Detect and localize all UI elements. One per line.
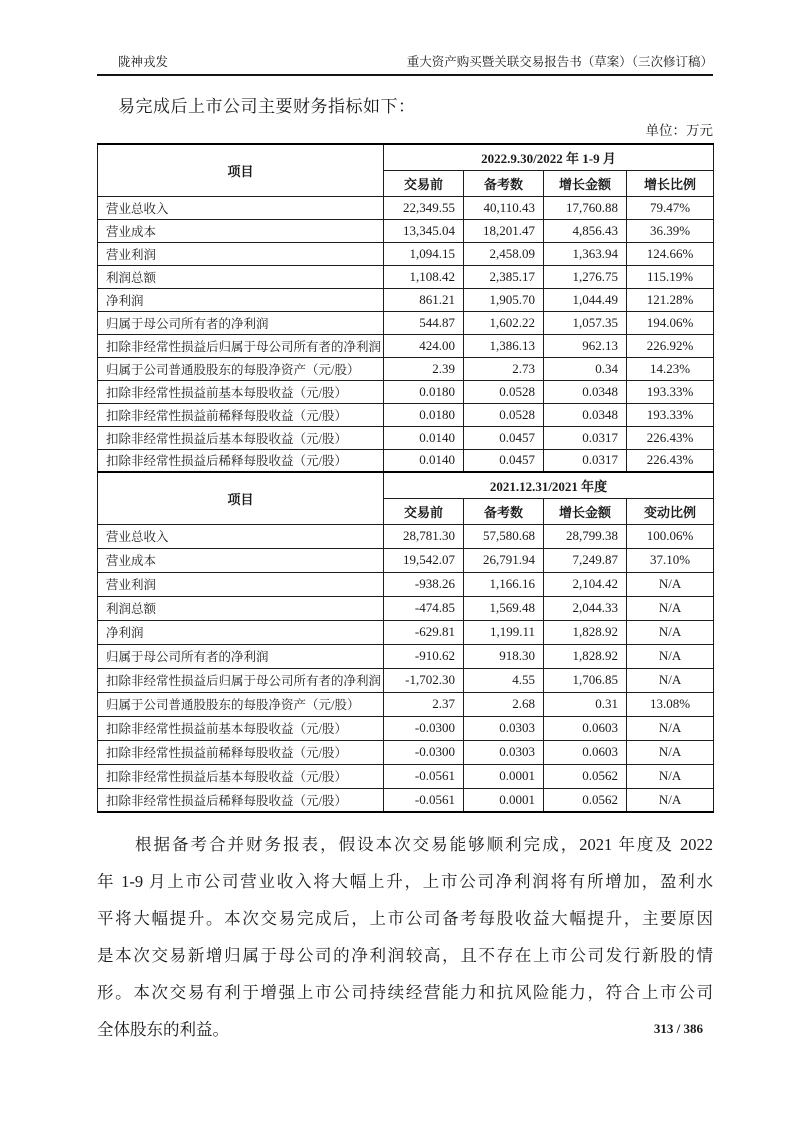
table-cell-value: 2.68 — [464, 692, 544, 716]
page-number: 313 / 386 — [653, 1021, 703, 1036]
table-cell-value: 2,044.33 — [544, 596, 627, 620]
table-cell-value: 1,044.49 — [544, 288, 627, 311]
table-cell-value: -0.0300 — [384, 716, 464, 740]
table-col-header: 备考数 — [464, 170, 544, 196]
table-col-header: 增长比例 — [627, 170, 714, 196]
table-cell-value: 115.19% — [627, 265, 714, 288]
table-cell-item: 扣除非经常性损益后归属于母公司所有者的净利润 — [98, 334, 384, 357]
table-cell-value: 37.10% — [627, 548, 714, 572]
table-cell-item: 营业成本 — [98, 219, 384, 242]
table-cell-item: 营业成本 — [98, 548, 384, 572]
table-row — [98, 265, 714, 288]
table-row — [98, 311, 714, 334]
table-cell-value: 2,385.17 — [464, 265, 544, 288]
table-row — [98, 357, 714, 380]
table-cell-value: -0.0561 — [384, 764, 464, 788]
table-cell-value: 0.0348 — [544, 403, 627, 426]
table-cell-value: N/A — [627, 620, 714, 644]
table-cell-value: 79.47% — [627, 196, 714, 219]
table-cell-value: 1,363.94 — [544, 242, 627, 265]
paragraph-line: 形。本次交易有利于增强上市公司持续经营能力和抗风险能力，符合上市公司 — [97, 983, 713, 1002]
table-cell-value: 0.0303 — [464, 740, 544, 764]
table-cell-item: 归属于公司普通股股东的每股净资产（元/股） — [98, 357, 384, 380]
table-cell-item: 扣除非经常性损益前基本每股收益（元/股） — [98, 380, 384, 403]
table-cell-value: 0.0180 — [384, 403, 464, 426]
table-cell-item: 扣除非经常性损益前基本每股收益（元/股） — [98, 716, 384, 740]
header-company-name: 陇神戎发 — [118, 55, 169, 69]
table-cell-value: N/A — [627, 764, 714, 788]
table-cell-value: 2,458.09 — [464, 242, 544, 265]
table-cell-value: 0.0001 — [464, 764, 544, 788]
table-cell-value: 0.0140 — [384, 449, 464, 472]
table-cell-item: 归属于母公司所有者的净利润 — [98, 644, 384, 668]
table-cell-value: 0.0001 — [464, 788, 544, 812]
table-col-header: 交易前 — [384, 170, 464, 196]
table-cell-value: 0.0348 — [544, 380, 627, 403]
table-cell-value: 0.0603 — [544, 716, 627, 740]
table-cell-value: 962.13 — [544, 334, 627, 357]
table-cell-item: 净利润 — [98, 288, 384, 311]
table-cell-value: 121.28% — [627, 288, 714, 311]
table-cell-value: 0.31 — [544, 692, 627, 716]
table-cell-value: -910.62 — [384, 644, 464, 668]
table-cell-value: 1,569.48 — [464, 596, 544, 620]
table-cell-value: 0.0562 — [544, 764, 627, 788]
table-row — [98, 620, 714, 644]
table-cell-value: 17,760.88 — [544, 196, 627, 219]
table-cell-value: N/A — [627, 572, 714, 596]
table-cell-value: 0.0457 — [464, 426, 544, 449]
table-cell-value: 13,345.04 — [384, 219, 464, 242]
item-column-header: 项目 — [98, 144, 384, 196]
table-cell-item: 利润总额 — [98, 265, 384, 288]
running-header — [97, 52, 713, 76]
table-cell-value: 0.0303 — [464, 716, 544, 740]
table-row — [98, 596, 714, 620]
table-row — [98, 788, 714, 812]
analysis-paragraph — [97, 826, 713, 1048]
table-cell-value: 424.00 — [384, 334, 464, 357]
table-cell-value: 1,094.15 — [384, 242, 464, 265]
table-row — [98, 380, 714, 403]
table-cell-value: 1,828.92 — [544, 620, 627, 644]
table-cell-value: 1,057.35 — [544, 311, 627, 334]
table-cell-value: 4,856.43 — [544, 219, 627, 242]
table-row — [98, 548, 714, 572]
table-cell-value: N/A — [627, 716, 714, 740]
table-cell-value: 0.0180 — [384, 380, 464, 403]
table-col-header: 增长金额 — [544, 170, 627, 196]
table-row — [98, 740, 714, 764]
table-cell-value: 226.43% — [627, 426, 714, 449]
table-cell-value: 194.06% — [627, 311, 714, 334]
table-cell-value: 2.39 — [384, 357, 464, 380]
table-cell-value: 193.33% — [627, 380, 714, 403]
table-cell-value: 0.0457 — [464, 449, 544, 472]
table-cell-value: 0.0528 — [464, 403, 544, 426]
table-row — [98, 572, 714, 596]
table-cell-value: 1,706.85 — [544, 668, 627, 692]
table-cell-value: 1,386.13 — [464, 334, 544, 357]
financial-indicators-table — [97, 143, 714, 813]
table-cell-value: 226.43% — [627, 449, 714, 472]
table-cell-value: 1,905.70 — [464, 288, 544, 311]
paragraph-line: 根据备考合并财务报表，假设本次交易能够顺利完成，2021 年度及 2022 — [135, 835, 713, 854]
table-cell-value: 1,276.75 — [544, 265, 627, 288]
table-cell-item: 扣除非经常性损益后稀释每股收益（元/股） — [98, 449, 384, 472]
table-header-row — [98, 472, 714, 498]
table-cell-value: -0.0561 — [384, 788, 464, 812]
table-row — [98, 334, 714, 357]
table-cell-value: 0.0140 — [384, 426, 464, 449]
table-col-header: 变动比例 — [627, 498, 714, 524]
table-row — [98, 524, 714, 548]
table-cell-item: 营业利润 — [98, 572, 384, 596]
table-cell-value: -0.0300 — [384, 740, 464, 764]
table-cell-item: 归属于母公司所有者的净利润 — [98, 311, 384, 334]
table-cell-value: 26,791.94 — [464, 548, 544, 572]
table-cell-item: 归属于公司普通股股东的每股净资产（元/股） — [98, 692, 384, 716]
table-row — [98, 242, 714, 265]
table-row — [98, 692, 714, 716]
table-cell-value: 918.30 — [464, 644, 544, 668]
table-cell-value: 19,542.07 — [384, 548, 464, 572]
table-cell-value: 0.0528 — [464, 380, 544, 403]
table-cell-value: 1,166.16 — [464, 572, 544, 596]
table-cell-item: 净利润 — [98, 620, 384, 644]
table-cell-value: 100.06% — [627, 524, 714, 548]
table-cell-value: -474.85 — [384, 596, 464, 620]
table-cell-value: 13.08% — [627, 692, 714, 716]
table-cell-value: -629.81 — [384, 620, 464, 644]
table-cell-item: 扣除非经常性损益后归属于母公司所有者的净利润 — [98, 668, 384, 692]
table-cell-value: 22,349.55 — [384, 196, 464, 219]
table-cell-value: 1,108.42 — [384, 265, 464, 288]
table-row — [98, 426, 714, 449]
paragraph-line: 平将大幅提升。本次交易完成后，上市公司备考每股收益大幅提升，主要原因 — [97, 909, 713, 928]
table-cell-value: 0.34 — [544, 357, 627, 380]
table-cell-value: 7,249.87 — [544, 548, 627, 572]
period-header: 2021.12.31/2021 年度 — [384, 472, 714, 498]
table-row — [98, 196, 714, 219]
table-cell-value: 2,104.42 — [544, 572, 627, 596]
table-cell-item: 扣除非经常性损益后稀释每股收益（元/股） — [98, 788, 384, 812]
paragraph-line: 年 1-9 月上市公司营业收入将大幅上升，上市公司净利润将有所增加，盈利水 — [97, 872, 713, 891]
table-cell-value: N/A — [627, 596, 714, 620]
item-column-header: 项目 — [98, 472, 384, 524]
table-cell-value: 226.92% — [627, 334, 714, 357]
table-cell-item: 扣除非经常性损益前稀释每股收益（元/股） — [98, 403, 384, 426]
intro-text: 易完成后上市公司主要财务指标如下： — [118, 97, 416, 116]
table-row — [98, 644, 714, 668]
table-cell-value: 544.87 — [384, 311, 464, 334]
header-report-title: 重大资产购买暨关联交易报告书（草案）（三次修订稿） — [406, 55, 713, 69]
table-cell-value: 40,110.43 — [464, 196, 544, 219]
table-cell-value: 0.0317 — [544, 449, 627, 472]
table-cell-value: 2.73 — [464, 357, 544, 380]
table-cell-value: 124.66% — [627, 242, 714, 265]
table-cell-value: 193.33% — [627, 403, 714, 426]
table-cell-value: -938.26 — [384, 572, 464, 596]
paragraph-line: 是本次交易新增归属于母公司的净利润较高，且不存在上市公司发行新股的情 — [97, 946, 713, 965]
table-row — [98, 668, 714, 692]
table-cell-value: 1,828.92 — [544, 644, 627, 668]
table-cell-item: 营业总收入 — [98, 524, 384, 548]
table-cell-value: N/A — [627, 668, 714, 692]
table-cell-item: 营业总收入 — [98, 196, 384, 219]
table-cell-value: N/A — [627, 644, 714, 668]
table-cell-item: 扣除非经常性损益前稀释每股收益（元/股） — [98, 740, 384, 764]
table-cell-value: 36.39% — [627, 219, 714, 242]
table-cell-item: 扣除非经常性损益后基本每股收益（元/股） — [98, 764, 384, 788]
table-cell-value: 0.0603 — [544, 740, 627, 764]
table-cell-value: 4.55 — [464, 668, 544, 692]
table-cell-value: 28,781.30 — [384, 524, 464, 548]
table-cell-value: 28,799.38 — [544, 524, 627, 548]
table-cell-value: 861.21 — [384, 288, 464, 311]
table-cell-value: 1,602.22 — [464, 311, 544, 334]
table-cell-item: 利润总额 — [98, 596, 384, 620]
table-cell-value: 1,199.11 — [464, 620, 544, 644]
table-row — [98, 288, 714, 311]
table-header-row — [98, 144, 714, 170]
table-cell-value: 2.37 — [384, 692, 464, 716]
table-col-header: 增长金额 — [544, 498, 627, 524]
period-header: 2022.9.30/2022 年 1-9 月 — [384, 144, 714, 170]
table-col-header: 交易前 — [384, 498, 464, 524]
table-cell-item: 扣除非经常性损益后基本每股收益（元/股） — [98, 426, 384, 449]
table-cell-item: 营业利润 — [98, 242, 384, 265]
table-cell-value: 57,580.68 — [464, 524, 544, 548]
table-row — [98, 716, 714, 740]
table-col-header: 备考数 — [464, 498, 544, 524]
table-cell-value: 18,201.47 — [464, 219, 544, 242]
table-row — [98, 403, 714, 426]
table-cell-value: 0.0562 — [544, 788, 627, 812]
table-row — [98, 764, 714, 788]
table-row — [98, 449, 714, 472]
table-cell-value: 0.0317 — [544, 426, 627, 449]
paragraph-line: 全体股东的利益。 — [97, 1020, 229, 1039]
table-cell-value: N/A — [627, 740, 714, 764]
table-cell-value: 14.23% — [627, 357, 714, 380]
table-cell-value: N/A — [627, 788, 714, 812]
table-row — [98, 219, 714, 242]
table-cell-value: -1,702.30 — [384, 668, 464, 692]
unit-label: 单位：万元 — [645, 123, 713, 138]
